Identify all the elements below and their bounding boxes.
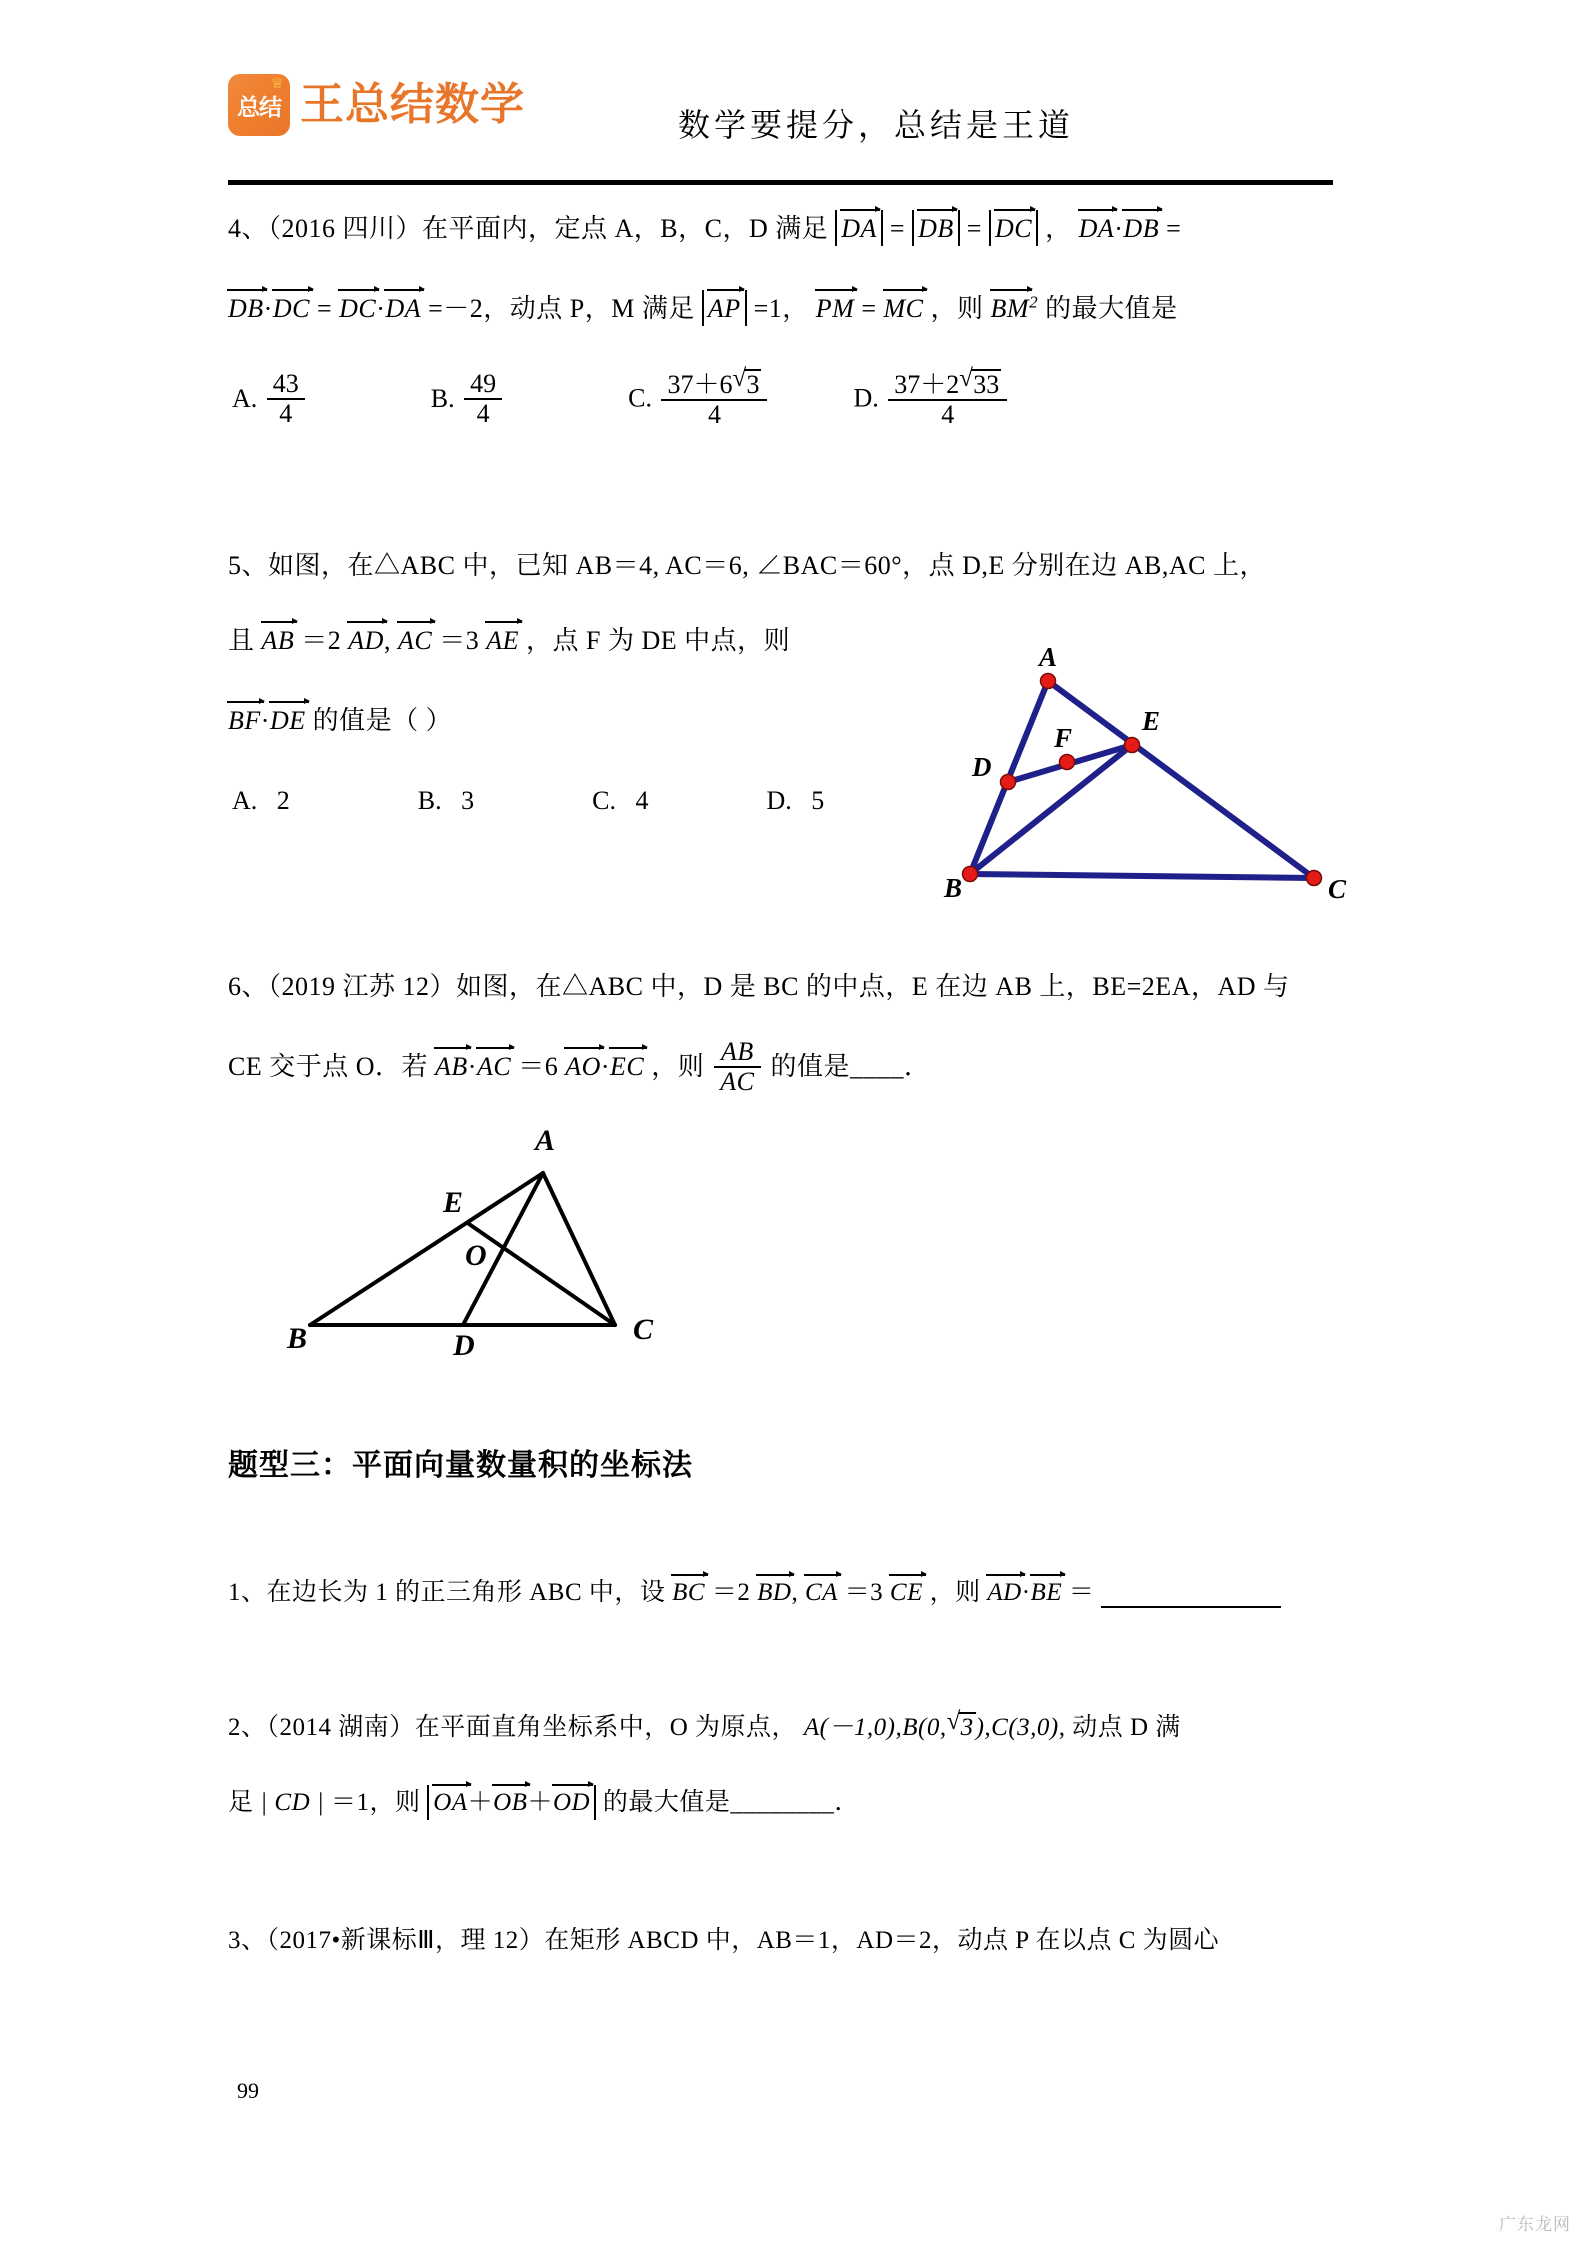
q4-line-1: 4、（2016 四川）在平面内，定点 A，B，C，D 满足 DA = DB = DC ， DA·DB = [228, 208, 1181, 246]
header-divider [228, 180, 1333, 185]
s3-item-2-line-1: 2、（2014 湖南）在平面直角坐标系中，O 为原点， A(－1,0),B(0, √ 3),C(3,0), 动点 D 满 [228, 1707, 1181, 1743]
s3-item-1: 1、在边长为 1 的正三角形 ABC 中，设 BC ＝2 BD, CA ＝3 CE ，则 AD·BE ＝ [228, 1572, 1281, 1608]
svg-text:D: D [453, 1329, 475, 1360]
q5-line-3: BF·DE 的值是（ ） [228, 706, 453, 735]
crown-icon: ♕ [270, 76, 284, 92]
q5-line-2: 且 AB ＝2 AD, AC ＝3 AE ，点 F 为 DE 中点，则 [228, 626, 791, 655]
answer-blank[interactable] [1101, 1584, 1281, 1608]
q6-line-2: CE 交于点 O．若 AB·AC ＝6 AO·EC ，则 $\frac{AB}{AC}$ 的值是____． [228, 1037, 931, 1097]
svg-text:B: B [944, 873, 963, 903]
q6-line-1: 6、（2019 江苏 12）如图，在△ABC 中，D 是 BC 的中点，E 在边 AB 上，BE=2EA，AD 与 [228, 972, 1290, 1001]
q4-line-2: DB·DC = DC·DA =－2，动点 P，M 满足 AP =1， PM = MC ，则 $BM^2$ 的最大值是 [228, 288, 1178, 326]
q5-choice-d[interactable]: D. 5 [766, 786, 825, 815]
brand-name: 王总结数学 [300, 80, 525, 129]
q4-choices [232, 370, 1010, 431]
watermark: 广东龙网 [1499, 2215, 1571, 2234]
q4-choice-c[interactable]: C. $\frac{37+6 √ 3}{4}$ [628, 370, 770, 431]
svg-text:O: O [465, 1239, 487, 1272]
s3-item-3: 3、（2017•新课标Ⅲ，理 12）在矩形 ABCD 中，AB＝1，AD＝2，动点 P 在以点 C 为圆心 [228, 1927, 1220, 1954]
q5-choices [232, 786, 824, 816]
section-heading: 题型三：平面向量数量积的坐标法 [228, 1449, 693, 1482]
logo-badge-icon [228, 74, 290, 136]
logo-badge-label: 总结 [237, 93, 281, 120]
brand-tagline: 数学要提分，总结是王道 [678, 107, 1075, 143]
q4-choice-a[interactable]: A. $\frac{43}{4}$ [232, 372, 308, 430]
page-number: 99 [237, 2078, 259, 2103]
q6-figure [255, 1105, 725, 1360]
q5-choice-a[interactable]: A. 2 [232, 786, 290, 815]
q4-choice-d[interactable]: D. $\frac{37+2 √ 33}{4}$ [853, 370, 1010, 431]
svg-text:D: D [972, 752, 992, 782]
svg-text:E: E [443, 1186, 464, 1219]
s3-item-2-line-2: 足 | CD | ＝1，则 OA＋OB＋OD 的最大值是________． [228, 1782, 860, 1820]
svg-text:B: B [287, 1322, 308, 1355]
svg-text:C: C [633, 1313, 654, 1346]
svg-text:A: A [535, 1124, 556, 1157]
brand-logo [228, 74, 525, 136]
svg-text:E: E [1142, 706, 1161, 736]
q5-figure [920, 630, 1350, 905]
q5-choice-c[interactable]: C. 4 [592, 786, 649, 815]
page-header [228, 68, 1333, 166]
svg-text:F: F [1054, 723, 1073, 753]
q5-choice-b[interactable]: B. 3 [417, 786, 475, 815]
q4-choice-b[interactable]: B. $\frac{49}{4}$ [431, 372, 505, 430]
q5-line-1: 5、如图，在△ABC 中，已知 AB＝4, AC＝6, ∠BAC＝60°，点 D,E 分别在边 AB,AC 上， [228, 551, 1267, 580]
svg-text:A: A [1039, 642, 1058, 672]
svg-text:C: C [1328, 874, 1347, 904]
